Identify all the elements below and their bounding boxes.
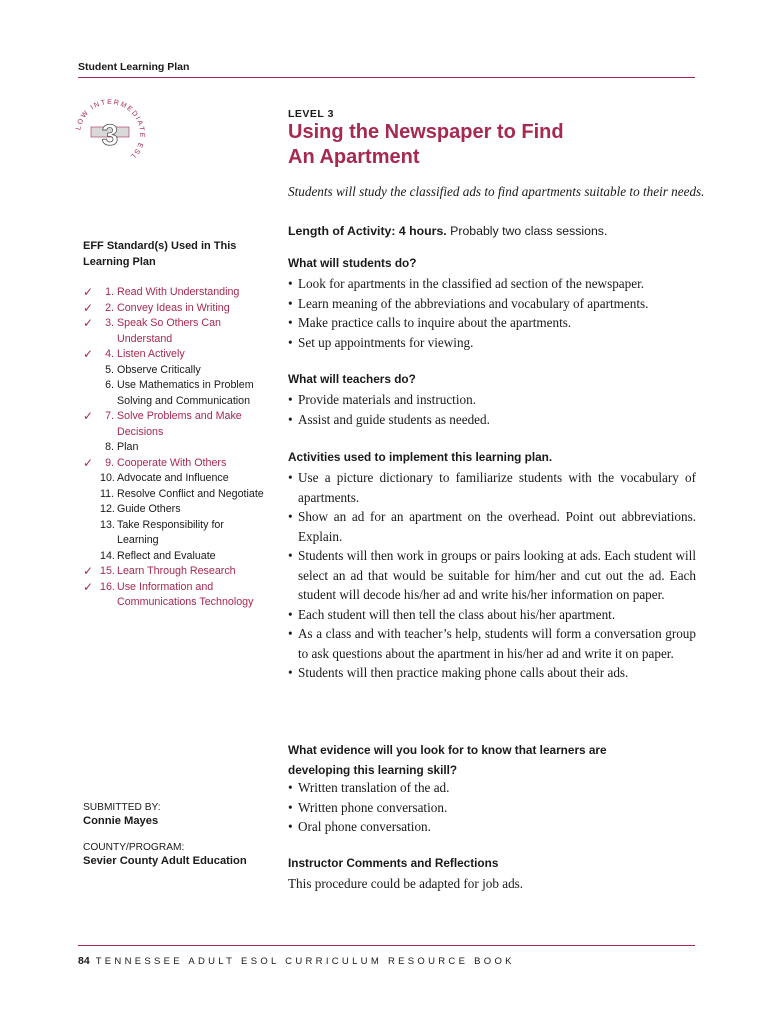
bullet-item: • Make practice calls to inquire about the apartments. xyxy=(288,313,696,333)
eff-standard-text: Learn Through Research xyxy=(117,565,236,577)
bullet-item: • Students will then practice making phone calls about their ads. xyxy=(288,663,696,683)
bullet-item: • Each student will then tell the class about his/her apartment. xyxy=(288,605,696,625)
title-line-1: Using the Newspaper to Find xyxy=(288,121,564,143)
bullet-item: • Oral phone conversation. xyxy=(288,817,696,837)
eff-standard-text: Solve Problems and Make xyxy=(117,410,242,422)
eff-standard-number: 13. xyxy=(100,518,115,531)
teachers-list xyxy=(288,390,696,429)
eff-standard-item xyxy=(83,363,283,379)
bullet-item: • Written translation of the ad. xyxy=(288,778,696,798)
page-header-label: Student Learning Plan xyxy=(78,61,190,73)
eff-standard-number: 9. xyxy=(105,456,114,469)
title-line-2: An Apartment xyxy=(288,146,420,168)
check-icon: ✓ xyxy=(83,579,94,594)
eff-standard-item xyxy=(83,301,283,317)
eff-standard-item xyxy=(83,564,283,580)
eff-standard-number: 5. xyxy=(105,363,114,376)
eff-standard-text: Advocate and Influence xyxy=(117,472,229,484)
eff-standard-number: 11. xyxy=(100,487,115,500)
page-footer xyxy=(78,955,515,967)
eff-standard-text: Speak So Others Can xyxy=(117,317,221,329)
county-program-label: COUNTY/PROGRAM: xyxy=(83,842,185,853)
eff-standard-text: Observe Critically xyxy=(117,363,201,376)
eff-standards-heading xyxy=(83,238,273,270)
eff-standard-text: Reflect and Evaluate xyxy=(117,549,216,562)
activities-heading: Activities used to implement this learning plan. xyxy=(288,450,553,464)
check-icon: ✓ xyxy=(83,347,94,361)
eff-standard-number: 15. xyxy=(100,565,115,577)
students-list xyxy=(288,274,696,352)
bullet-item: • Look for apartments in the classified ad section of the newspaper. xyxy=(288,274,696,294)
eff-standard-item xyxy=(83,316,283,347)
eff-standard-item xyxy=(83,285,283,301)
eff-standard-number: 8. xyxy=(105,441,114,453)
eff-standard-number: 16. xyxy=(100,580,115,593)
eff-standard-number: 14. xyxy=(100,549,115,562)
eff-standard-text-continued: Solving and Communication xyxy=(117,394,251,407)
eff-standard-item xyxy=(83,471,283,487)
eff-standard-text-continued: Understand xyxy=(117,332,173,345)
bullet-item: • As a class and with teacher’s help, students will form a conversation group to ask questions about the apartment in his/her ad and write it on paper. xyxy=(288,624,696,663)
teachers-heading: What will teachers do? xyxy=(288,372,416,386)
plan-summary: Students will study the classified ads to find apartments suitable to their needs. xyxy=(288,184,705,199)
level-badge-icon xyxy=(72,96,148,172)
eff-standard-text: Guide Others xyxy=(117,503,181,515)
check-icon: ✓ xyxy=(83,409,94,423)
eff-standard-text-continued: Decisions xyxy=(117,425,164,438)
evidence-list xyxy=(288,778,696,837)
page-number: 84 xyxy=(78,955,90,967)
county-program-name: Sevier County Adult Education xyxy=(83,855,247,867)
header-rule xyxy=(78,77,695,78)
evidence-heading xyxy=(288,740,668,780)
eff-standard-text: Use Mathematics in Problem xyxy=(117,379,254,391)
eff-standard-text-continued: Communications Technology xyxy=(117,596,254,608)
comments-heading: Instructor Comments and Reflections xyxy=(288,856,499,870)
comments-text: This procedure could be adapted for job ads. xyxy=(288,876,524,891)
eff-standard-number: 4. xyxy=(105,348,114,360)
eff-standard-number: 2. xyxy=(105,301,114,314)
bullet-item: • Provide materials and instruction. xyxy=(288,390,696,410)
eff-standard-item xyxy=(83,549,283,565)
eff-standard-number: 1. xyxy=(105,286,114,298)
evidence-heading-line-2: developing this learning skill? xyxy=(288,763,458,777)
eff-standard-item xyxy=(83,502,283,518)
activity-length-bold: Length of Activity: 4 hours. xyxy=(288,224,447,238)
check-icon: ✓ xyxy=(83,285,94,299)
eff-standard-number: 7. xyxy=(105,410,114,422)
eff-heading-line-1: EFF Standard(s) Used in This xyxy=(83,240,237,252)
bullet-item: • Written phone conversation. xyxy=(288,798,696,818)
eff-heading-line-2: Learning Plan xyxy=(83,256,156,268)
check-icon: ✓ xyxy=(83,316,94,330)
check-icon: ✓ xyxy=(83,564,94,578)
bullet-item: • Assist and guide students as needed. xyxy=(288,410,696,430)
eff-standard-item xyxy=(83,456,283,472)
eff-standard-text: Convey Ideas in Writing xyxy=(117,301,230,314)
level-label: LEVEL 3 xyxy=(288,108,334,120)
eff-standard-text: Read With Understanding xyxy=(117,286,240,298)
eff-standard-item xyxy=(83,409,283,440)
eff-standards-list xyxy=(83,285,283,611)
page-title xyxy=(288,120,688,170)
eff-standard-text-continued: Learning xyxy=(117,534,159,546)
eff-standard-text: Listen Actively xyxy=(117,348,185,360)
eff-standard-number: 6. xyxy=(105,379,114,391)
eff-standard-number: 10. xyxy=(100,472,115,484)
bullet-item: • Set up appointments for viewing. xyxy=(288,333,696,353)
logo-ring-text: LOW INTERMEDIATE ESL xyxy=(75,98,146,161)
eff-standard-text: Cooperate With Others xyxy=(117,456,227,469)
eff-standard-text: Take Responsibility for xyxy=(117,518,224,531)
book-title: TENNESSEE ADULT ESOL CURRICULUM RESOURCE BOOK xyxy=(95,956,515,967)
check-icon: ✓ xyxy=(83,300,94,315)
eff-standard-item xyxy=(83,440,283,456)
eff-standard-number: 3. xyxy=(105,317,114,329)
check-icon: ✓ xyxy=(83,455,94,470)
eff-standard-item xyxy=(83,580,283,611)
eff-standard-item xyxy=(83,487,283,503)
bullet-item: • Students will then work in groups or pairs looking at ads. Each student will select an ad that would be suitable for him/her and cut out the ad. Each student will decode his/her ad and write his/her information on paper. xyxy=(288,546,696,605)
bullet-item: • Use a picture dictionary to familiarize students with the vocabulary of apartments. xyxy=(288,468,696,507)
submitted-by-label: SUBMITTED BY: xyxy=(83,802,161,813)
eff-standard-text: Resolve Conflict and Negotiate xyxy=(117,487,264,500)
eff-standard-item xyxy=(83,347,283,363)
activity-length-rest: Probably two class sessions. xyxy=(446,224,608,238)
eff-standard-text: Plan xyxy=(117,441,139,453)
activities-list xyxy=(288,468,696,683)
level-logo xyxy=(72,96,148,172)
submitted-by-name: Connie Mayes xyxy=(83,815,159,827)
eff-standard-item xyxy=(83,378,283,409)
eff-standard-text: Use Information and xyxy=(117,580,214,593)
logo-number: 3 xyxy=(101,119,119,152)
eff-standard-number: 12. xyxy=(100,503,115,515)
bullet-item: • Show an ad for an apartment on the overhead. Point out abbreviations. Explain. xyxy=(288,507,696,546)
eff-standard-item xyxy=(83,518,283,549)
students-heading: What will students do? xyxy=(288,256,417,270)
bullet-item: • Learn meaning of the abbreviations and vocabulary of apartments. xyxy=(288,294,696,314)
footer-rule xyxy=(78,945,695,946)
evidence-heading-line-1: What evidence will you look for to know that learners are xyxy=(288,743,607,757)
activity-length xyxy=(288,224,696,238)
